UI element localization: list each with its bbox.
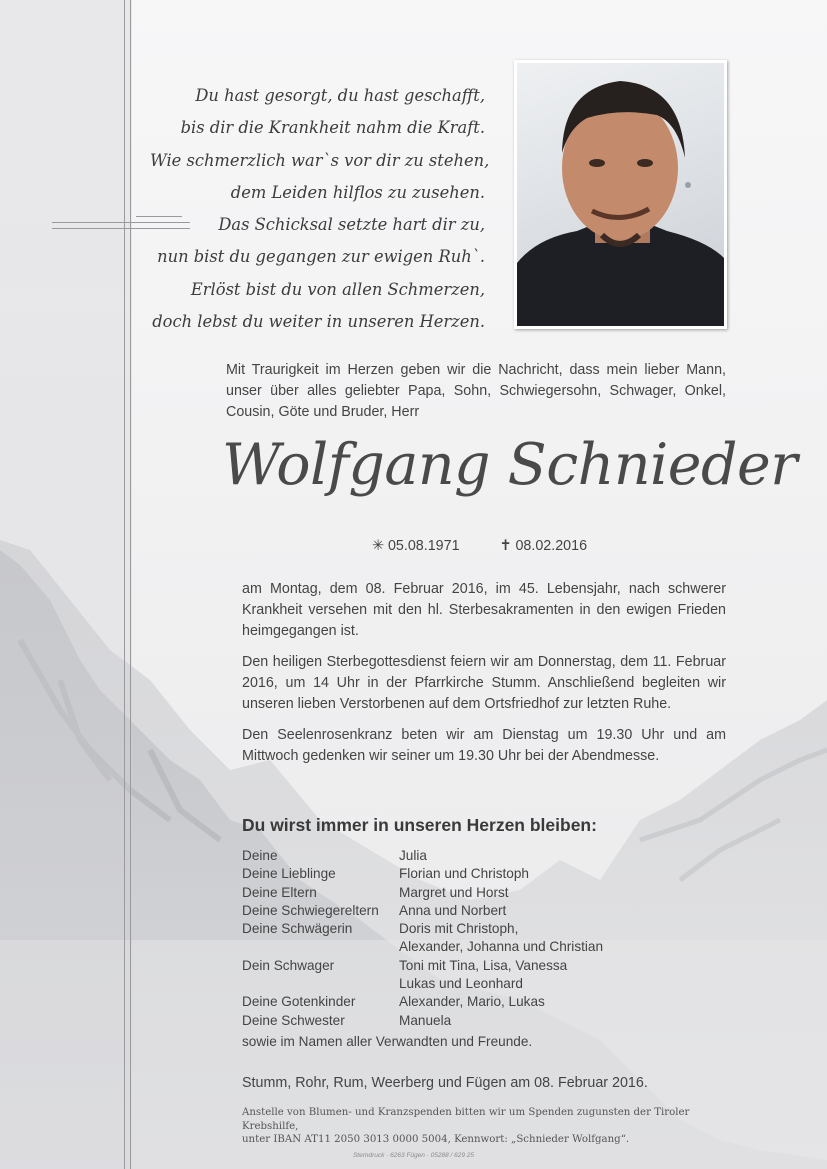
mourner-names: Manuela [399, 1012, 452, 1028]
portrait-photo-frame [514, 60, 727, 329]
mourner-row [242, 938, 722, 956]
donation-line: unter IBAN AT11 2050 3013 0000 5004, Kennwort: „Schnieder Wolfgang“. [242, 1134, 630, 1145]
mourner-relation: Deine Gotenkinder [242, 994, 356, 1010]
mourner-names: Margret und Horst [399, 884, 509, 900]
mourner-row [242, 920, 722, 938]
cross-vertical-line [124, 0, 125, 1169]
mourner-names: Alexander, Mario, Lukas [399, 994, 545, 1010]
poem-line: dem Leiden hilflos zu zusehen. [230, 182, 485, 202]
birth-date: 05.08.1971 [387, 538, 460, 554]
mourners-closing: sowie im Namen aller Verwandten und Freunde. [242, 1034, 533, 1049]
poem-line: Das Schicksal setzte hart dir zu, [218, 215, 485, 235]
mourner-row [242, 865, 722, 883]
announcement-body [242, 579, 726, 777]
printer-imprint: Sterndruck · 6263 Fügen · 05288 / 629 25 [352, 1152, 475, 1159]
poem-line: Du hast gesorgt, du hast geschafft, [195, 86, 485, 105]
memorial-poem [150, 80, 490, 338]
mourner-names: Julia [399, 848, 427, 863]
mourners-heading: Du wirst immer in unseren Herzen bleiben: [242, 815, 597, 835]
mourner-relation: Deine Schwägerin [242, 921, 353, 937]
mourner-relation: Deine Eltern [242, 884, 317, 900]
mourner-relation: Dein Schwager [242, 957, 335, 973]
mourner-names: Toni mit Tina, Lisa, Vanessa [399, 957, 568, 973]
mourner-names: Lukas und Leonhard [399, 976, 523, 992]
poem-line: doch lebst du weiter in unseren Herzen. [152, 312, 485, 332]
mourner-names: Doris mit Christoph, [399, 921, 519, 937]
donation-line: Anstelle von Blumen- und Kranzspenden bitten wir um Spenden zugunsten der Tiroler Krebshilfe, [242, 1107, 690, 1132]
left-band [0, 0, 132, 1169]
poem-line: Wie schmerzlich war`s vor dir zu stehen, [150, 150, 490, 170]
mourner-row [242, 847, 722, 865]
life-dates [372, 538, 587, 554]
body-paragraph: Den Seelenrosenkranz beten wir am Dienstag um 19.30 Uhr und am Mittwoch gedenken wir seiner um 19.30 Uhr bei der Abendmesse. [242, 727, 726, 764]
mourner-relation: Deine [242, 848, 278, 863]
mourner-relation [242, 938, 399, 956]
intro-text: Mit Traurigkeit im Herzen geben wir die Nachricht, dass mein lieber Mann, unser über alles geliebter Papa, Sohn, Schwiegersohn, Schwager, Onkel, Cousin, Göte und Bruder, Herr [226, 362, 726, 420]
mourner-names: Florian und Christoph [399, 866, 529, 882]
death-cross-icon: ✝ [499, 538, 512, 554]
place-and-date: Stumm, Rohr, Rum, Weerberg und Fügen am 08. Februar 2016. [242, 1075, 648, 1091]
mourner-row [242, 884, 722, 902]
mourner-relation: Deine Lieblinge [242, 866, 336, 882]
mourner-relation [242, 975, 399, 993]
cross-vertical-line [130, 0, 131, 1169]
body-paragraph: Den heiligen Sterbegottesdienst feiern wir am Donnerstag, dem 11. Februar 2016, um 14 Uhr in der Pfarrkirche Stumm. Anschließend begleiten wir unseren lieben Verstorbenen auf dem Ortsfriedhof zur letzten Ruhe. [242, 654, 726, 712]
portrait-photo [517, 63, 724, 326]
poem-line: nun bist du gegangen zur ewigen Ruh`. [157, 247, 485, 267]
mourner-relation: Deine Schwester [242, 1012, 345, 1028]
mourner-row [242, 957, 722, 975]
mourner-relation: Deine Schwiegereltern [242, 902, 379, 918]
mourners-list [242, 847, 722, 1030]
poem-line: Erlöst bist du von allen Schmerzen, [190, 279, 485, 299]
body-paragraph: am Montag, dem 08. Februar 2016, im 45. Lebensjahr, nach schwerer Krankheit versehen mit den hl. Sterbesakramenten in den ewigen Frieden heimgegangen ist. [242, 581, 726, 639]
mourner-names: Alexander, Johanna und Christian [399, 939, 604, 955]
donation-note [242, 1106, 742, 1147]
death-date: 08.02.2016 [515, 538, 588, 554]
mourner-names: Anna und Norbert [399, 902, 507, 918]
deceased-name: Wolfgang Schnieder [222, 432, 797, 498]
birth-star-icon: ✳ [372, 538, 384, 554]
mourner-row [242, 975, 722, 993]
mourner-row [242, 993, 722, 1011]
mourner-row [242, 1012, 722, 1030]
mourner-row [242, 902, 722, 920]
poem-line: bis dir die Krankheit nahm die Kraft. [180, 118, 485, 138]
